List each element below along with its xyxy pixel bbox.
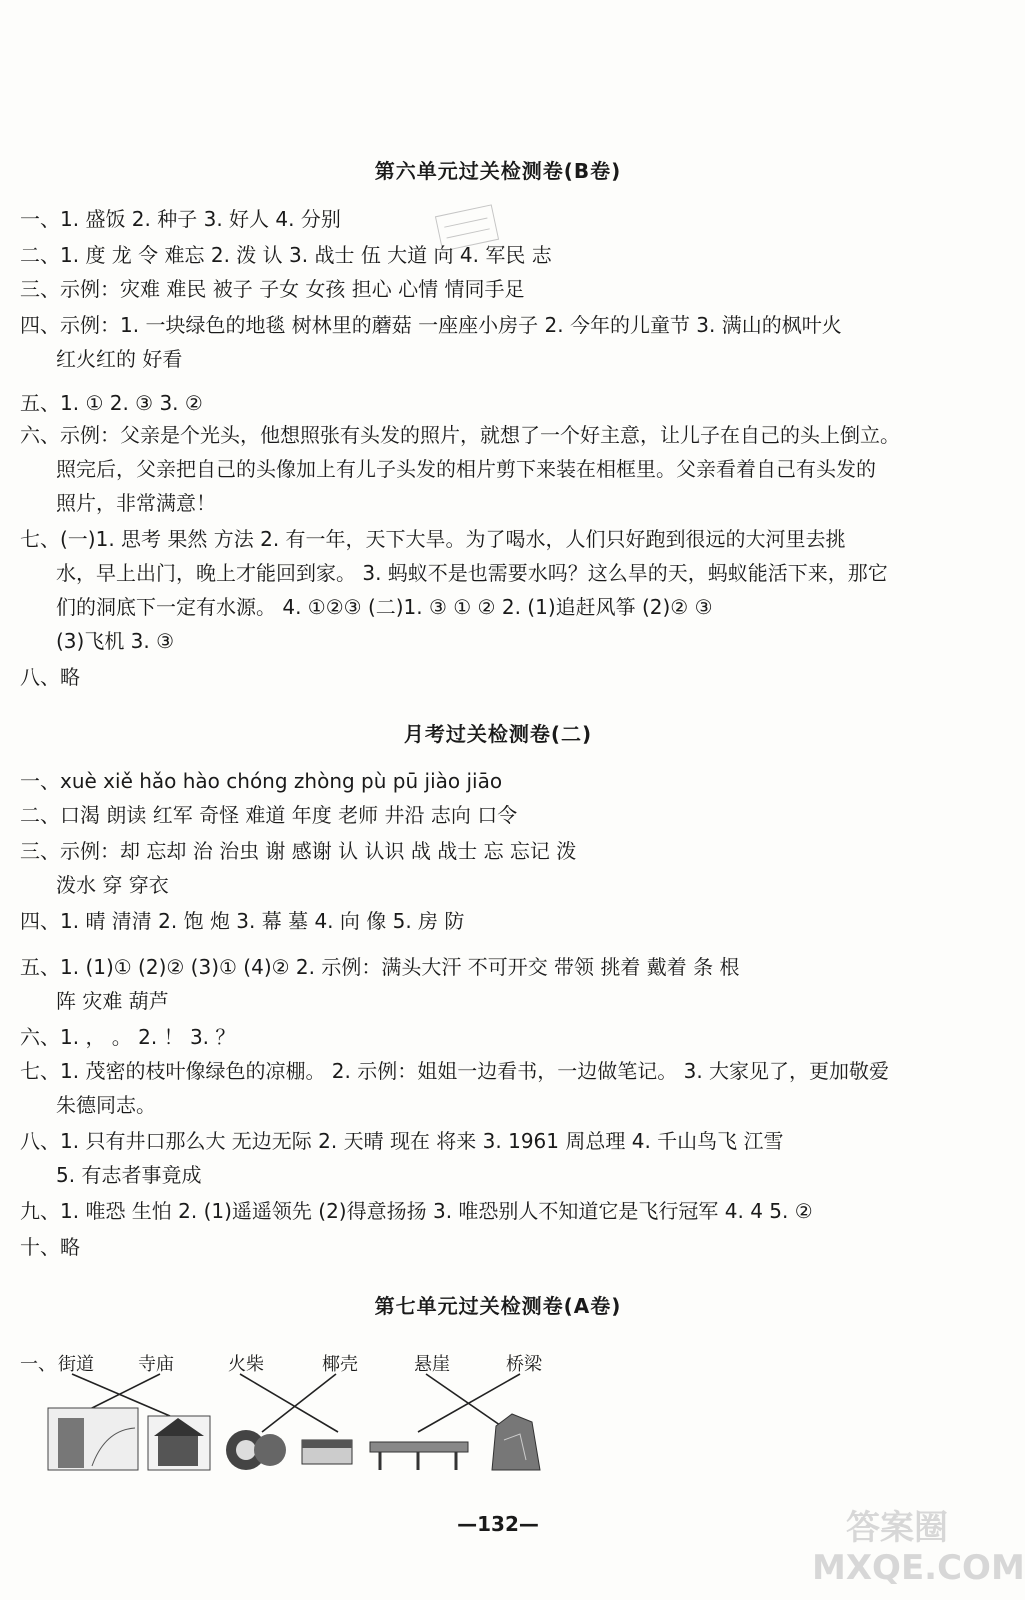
- answer-line: 朱德同志。: [56, 1093, 156, 1117]
- watermark-logo: 答案圈 MXQE.COM: [812, 1508, 1025, 1588]
- answer-line: 们的洞底下一定有水源。 4. ①②③ (二)1. ③ ① ② 2. (1)追赶风筝 (2)② ③: [56, 595, 713, 619]
- matching-diagram: [0, 1370, 996, 1480]
- answer-line: 四、1. 晴 清清 2. 饱 炮 3. 幕 墓 4. 向 像 5. 房 防: [20, 909, 465, 933]
- answer-line: 三、示例：灾难 难民 被子 子女 女孩 担心 心情 情同手足: [20, 277, 525, 301]
- answer-line: 七、1. 茂密的枝叶像绿色的凉棚。 2. 示例：姐姐一边看书，一边做笔记。 3. 大家见了，更加敬爱: [20, 1059, 890, 1083]
- answer-line: 八、略: [20, 665, 80, 689]
- answer-line: 三、示例：却 忘却 治 治虫 谢 感谢 认 认识 战 战士 忘 忘记 泼: [20, 839, 577, 863]
- section-title-unit6b: 第六单元过关检测卷(B卷): [374, 159, 622, 183]
- match-word: 火柴: [228, 1354, 264, 1375]
- answer-line: 一、1. 盛饭 2. 种子 3. 好人 4. 分别: [20, 207, 341, 231]
- answer-line: 照完后，父亲把自己的头像加上有儿子头发的相片剪下来装在相框里。父亲看着自己有头发的: [56, 457, 876, 481]
- answer-line: 红火红的 好看: [56, 347, 183, 371]
- temple-picture-icon: [148, 1416, 210, 1470]
- match-word: 悬崖: [414, 1354, 450, 1375]
- match-lines: [72, 1374, 520, 1432]
- question-prefix: 一、: [20, 1354, 56, 1375]
- answer-line: 水，早上出门，晚上才能回到家。 3. 蚂蚁不是也需要水吗？这么旱的天，蚂蚁能活下来，那它: [56, 561, 888, 585]
- match-word: 椰壳: [322, 1354, 358, 1375]
- match-word: 寺庙: [138, 1354, 174, 1375]
- cliff-picture-icon: [492, 1414, 540, 1470]
- answer-line: 泼水 穿 穿衣: [56, 873, 169, 897]
- answer-line: 八、1. 只有井口那么大 无边无际 2. 天晴 现在 将来 3. 1961 周总理 4. 千山鸟飞 江雪: [20, 1129, 784, 1153]
- answer-line: 九、1. 唯恐 生怕 2. (1)遥遥领先 (2)得意扬扬 3. 唯恐别人不知道它是飞行冠军 4. 4 5. ②: [20, 1199, 813, 1223]
- street-picture-icon: [48, 1408, 138, 1470]
- answer-line: 六、示例：父亲是个光头，他想照张有头发的照片，就想了一个好主意，让儿子在自己的头上倒立。: [20, 423, 900, 447]
- page-number: —132—: [457, 1512, 539, 1536]
- matchbox-picture-icon: [302, 1440, 352, 1464]
- answer-line: 照片，非常满意！: [56, 491, 216, 515]
- answer-line: 一、xuè xiě hǎo hào chóng zhòng pù pū jiào jiāo: [20, 769, 503, 793]
- answer-line: 五、1. ① 2. ③ 3. ②: [20, 391, 203, 415]
- coconut-picture-icon: [226, 1430, 286, 1470]
- answer-line: 5. 有志者事竟成: [56, 1163, 202, 1187]
- answer-line: 七、(一)1. 思考 果然 方法 2. 有一年，天下大旱。为了喝水，人们只好跑到很远的大河里去挑: [20, 527, 846, 551]
- answer-line: 十、略: [20, 1235, 80, 1259]
- section-title-unit7a: 第七单元过关检测卷(A卷): [374, 1294, 622, 1318]
- match-word: 桥梁: [506, 1354, 542, 1375]
- answer-line: 二、1. 度 龙 令 难忘 2. 泼 认 3. 战士 伍 大道 向 4. 军民 志: [20, 243, 552, 267]
- answer-line: 六、1. ， 。 2. ！ 3. ？: [20, 1025, 236, 1049]
- match-word: 街道: [58, 1354, 94, 1375]
- answer-line: 二、口渴 朗读 红军 奇怪 难道 年度 老师 井沿 志向 口令: [20, 803, 518, 827]
- answer-line: 四、示例：1. 一块绿色的地毯 树林里的蘑菇 一座座小房子 2. 今年的儿童节 3. 满山的枫叶火: [20, 313, 842, 337]
- answer-line: 阵 灾难 葫芦: [56, 989, 169, 1013]
- section-title-monthly2: 月考过关检测卷(二): [403, 722, 593, 746]
- answer-line: 五、1. (1)① (2)② (3)① (4)② 2. 示例：满头大汗 不可开交 带领 挑着 戴着 条 根: [20, 955, 740, 979]
- answer-line: (3)飞机 3. ③: [56, 629, 175, 653]
- bridge-picture-icon: [370, 1442, 468, 1470]
